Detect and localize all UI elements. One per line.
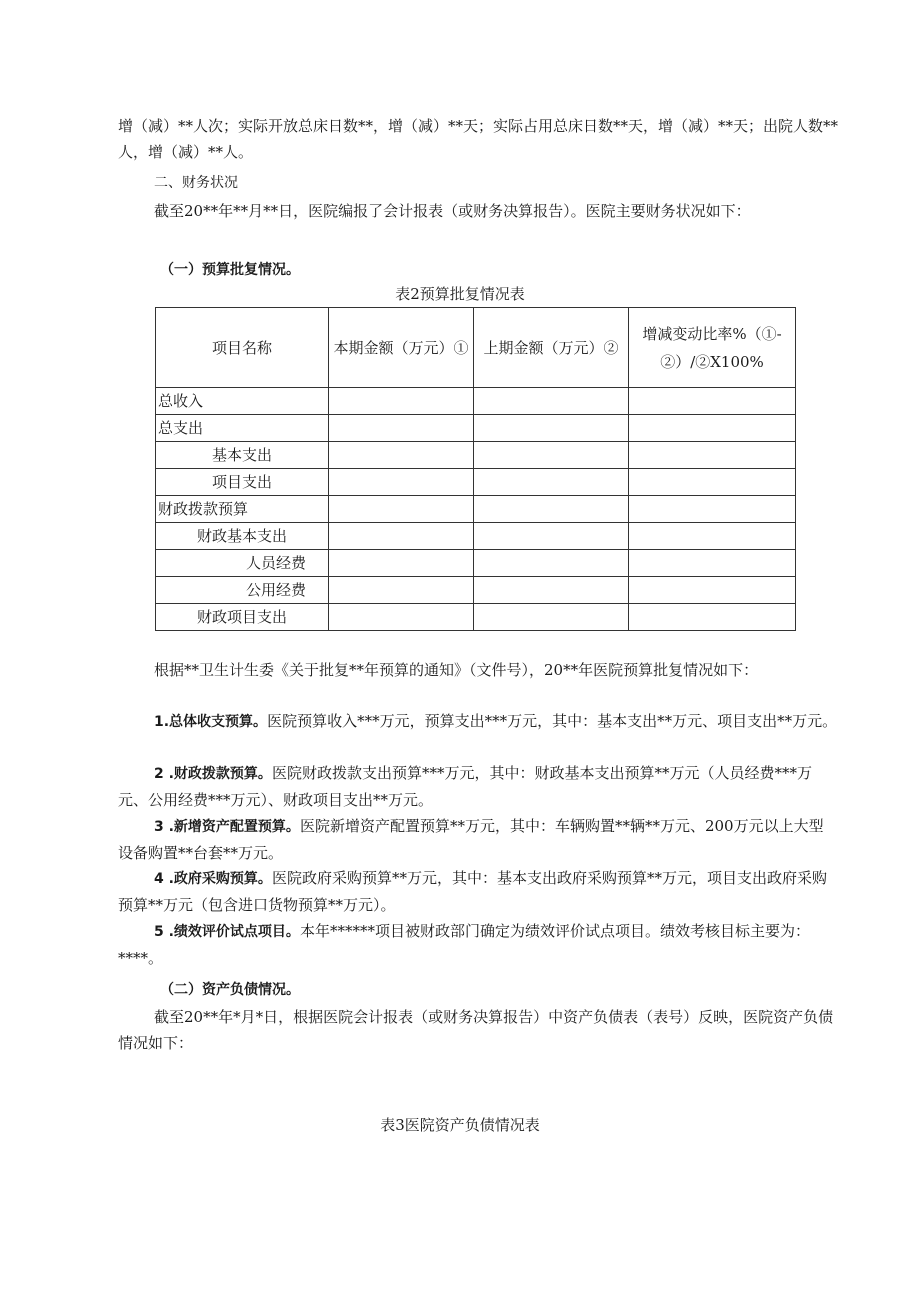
table-cell xyxy=(329,415,474,442)
row-name: 人员经费 xyxy=(156,550,329,577)
subheading-budget-approval: （一）预算批复情况。 xyxy=(160,262,300,278)
budget-approval-table xyxy=(155,307,796,631)
table2-caption: 表2预算批复情况表 xyxy=(395,285,525,303)
table-row xyxy=(156,523,796,550)
row-name: 总收入 xyxy=(156,388,329,415)
table-row xyxy=(156,388,796,415)
header-change-ratio: 增减变动比率%（①-②）/②X100% xyxy=(629,308,796,388)
budget-item-5-text: 本年******项目被财政部门确定为绩效评价试点项目。绩效考核目标主要为：****。 xyxy=(118,922,810,967)
table-cell xyxy=(329,496,474,523)
budget-item-1 xyxy=(118,708,838,735)
table3-caption: 表3医院资产负债情况表 xyxy=(380,1116,540,1134)
row-name: 项目支出 xyxy=(156,469,329,496)
table-cell xyxy=(629,415,796,442)
header-previous-amount: 上期金额（万元）② xyxy=(474,308,629,388)
table-cell xyxy=(329,442,474,469)
table-cell xyxy=(629,442,796,469)
table-cell xyxy=(329,469,474,496)
table-cell xyxy=(474,415,629,442)
subheading-assets-liabilities: （二）资产负债情况。 xyxy=(160,982,300,998)
row-name: 公用经费 xyxy=(156,577,329,604)
table-cell xyxy=(329,523,474,550)
header-item-name: 项目名称 xyxy=(156,308,329,388)
row-name: 总支出 xyxy=(156,415,329,442)
budget-item-3 xyxy=(118,813,838,866)
budget-item-4 xyxy=(118,865,838,918)
assets-intro: 截至20**年*月*日，根据医院会计报表（或财务决算报告）中资产负债表（表号）反映，医院资产负债情况如下： xyxy=(118,1008,834,1052)
budget-item-2-text: 医院财政拨款支出预算***万元，其中：财政基本支出预算**万元（人员经费***万元、公用经费***万元）、财政项目支出**万元。 xyxy=(118,764,812,809)
table-row xyxy=(156,604,796,631)
table-cell xyxy=(474,442,629,469)
row-name: 财政项目支出 xyxy=(156,604,329,631)
table-cell xyxy=(474,604,629,631)
budget-item-2-label: 2 .财政拨款预算。 xyxy=(154,766,272,782)
section-heading-finance: 二、财务状况 xyxy=(154,175,238,191)
budget-item-4-text: 医院政府采购预算**万元，其中：基本支出政府采购预算**万元，项目支出政府采购预算**万元（包含进口货物预算**万元）。 xyxy=(118,869,827,914)
table-row xyxy=(156,442,796,469)
table-cell xyxy=(474,496,629,523)
budget-item-3-text: 医院新增资产配置预算**万元，其中：车辆购置**辆**万元、200万元以上大型设备购置**台套**万元。 xyxy=(118,817,824,862)
budget-item-3-label: 3 .新增资产配置预算。 xyxy=(154,819,300,835)
table-cell xyxy=(474,388,629,415)
table-cell xyxy=(329,388,474,415)
table-cell xyxy=(474,577,629,604)
table-row xyxy=(156,469,796,496)
table-cell xyxy=(629,577,796,604)
budget-item-1-text: 医院预算收入***万元，预算支出***万元，其中：基本支出**万元、项目支出**万元。 xyxy=(267,712,838,730)
header-current-amount: 本期金额（万元）① xyxy=(329,308,474,388)
finance-intro: 截至20**年**月**日，医院编报了会计报表（或财务决算报告）。医院主要财务状况如下： xyxy=(154,202,751,220)
table-row xyxy=(156,577,796,604)
table-cell xyxy=(474,550,629,577)
table-cell xyxy=(629,604,796,631)
table-cell xyxy=(329,604,474,631)
budget-basis-paragraph: 根据**卫生计生委《关于批复**年预算的通知》（文件号），20**年医院预算批复情况如下： xyxy=(154,661,759,679)
table-row xyxy=(156,415,796,442)
budget-item-5 xyxy=(118,918,838,971)
row-name: 财政基本支出 xyxy=(156,523,329,550)
table-cell xyxy=(474,523,629,550)
table-cell xyxy=(629,388,796,415)
table-cell xyxy=(629,550,796,577)
row-name: 基本支出 xyxy=(156,442,329,469)
budget-item-2 xyxy=(118,760,838,813)
budget-item-1-label: 1.总体收支预算。 xyxy=(154,714,268,730)
table-cell xyxy=(629,496,796,523)
table-row xyxy=(156,496,796,523)
table-header-row xyxy=(156,308,796,388)
table-row xyxy=(156,550,796,577)
table-cell xyxy=(629,523,796,550)
table-cell xyxy=(329,550,474,577)
table-cell xyxy=(474,469,629,496)
budget-item-4-label: 4 .政府采购预算。 xyxy=(154,871,272,887)
budget-item-5-label: 5 .绩效评价试点项目。 xyxy=(154,924,300,940)
row-name: 财政拨款预算 xyxy=(156,496,329,523)
table-cell xyxy=(329,577,474,604)
stats-continuation: 增（减）**人次；实际开放总床日数**，增（减）**天；实际占用总床日数**天，增（减）**天；出院人数**人，增（减）**人。 xyxy=(118,117,839,161)
table-cell xyxy=(629,469,796,496)
